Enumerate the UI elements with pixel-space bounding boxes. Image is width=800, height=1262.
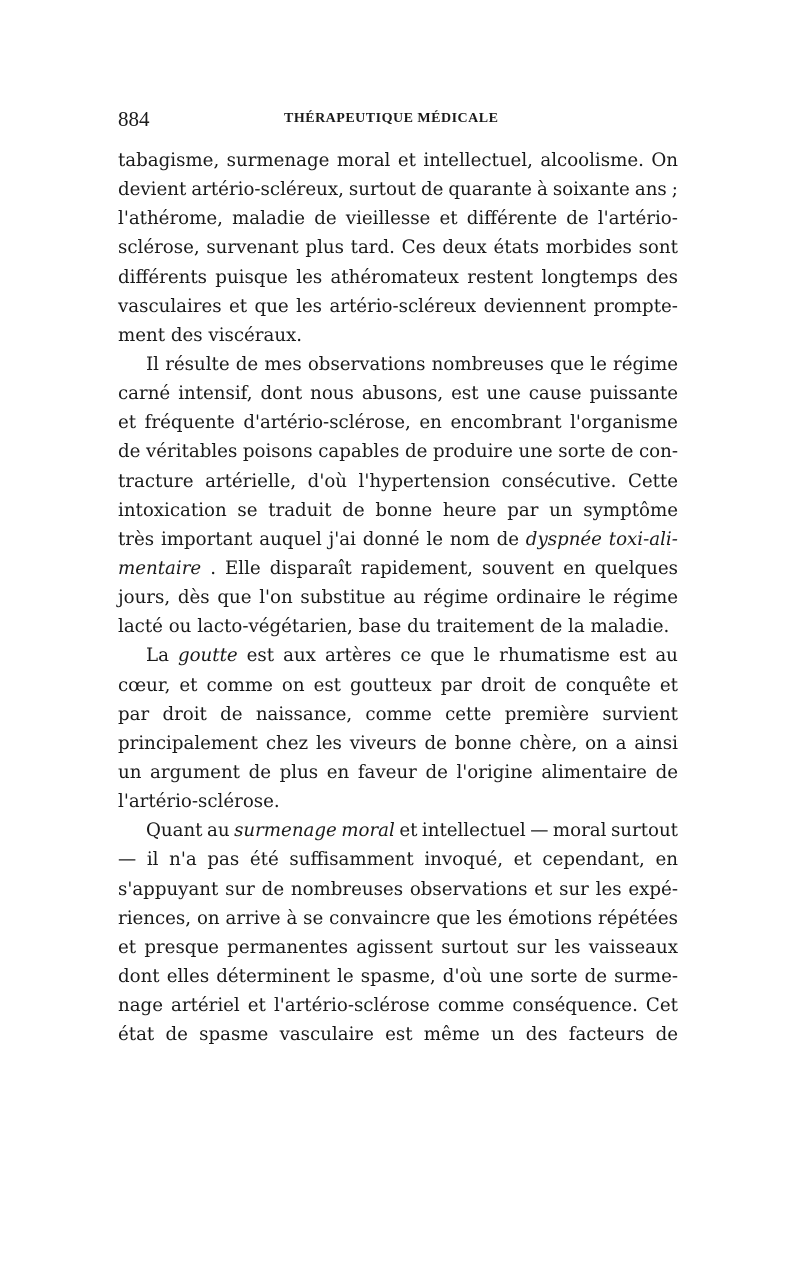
word: observations — [307, 353, 426, 375]
word: et — [118, 412, 137, 434]
word: une — [486, 383, 521, 405]
word: de — [566, 208, 589, 230]
word: soixante — [552, 179, 630, 201]
word: rapidement, — [360, 557, 473, 579]
word: est — [385, 1024, 413, 1046]
word: que — [217, 587, 252, 609]
word: différente — [466, 208, 558, 230]
text-line — [118, 408, 678, 437]
word: donné — [362, 528, 420, 550]
word: des — [525, 1024, 558, 1046]
word: au — [393, 587, 416, 609]
word: artério-scléreux, — [191, 179, 344, 201]
word: artérielle, — [205, 470, 297, 492]
word: comme — [365, 703, 432, 725]
word: riences, — [118, 907, 192, 929]
text-line — [118, 641, 678, 670]
word: tracture — [118, 470, 194, 492]
word: surtout — [610, 820, 678, 842]
word: symptôme — [583, 499, 678, 521]
word: suffisamment — [289, 849, 414, 871]
word: à — [536, 179, 548, 201]
word: on — [281, 674, 305, 696]
word: le — [473, 645, 491, 667]
word: dès — [177, 587, 210, 609]
word: l'artério-sclérose. — [118, 791, 280, 813]
word: nombreuses — [431, 353, 544, 375]
text-line — [118, 729, 678, 758]
text-line — [118, 758, 678, 787]
word: lacto-végétarien, — [197, 616, 353, 638]
word: La — [146, 645, 169, 667]
word: aux — [283, 645, 316, 667]
word: quelques — [594, 557, 678, 579]
word: sclérose, — [118, 237, 200, 259]
word: auquel — [259, 528, 322, 550]
word: goutteux — [350, 674, 432, 696]
word: est — [246, 645, 275, 667]
running-head — [118, 104, 674, 134]
word: morbides — [545, 237, 632, 259]
word: ou — [168, 616, 192, 638]
word: jours, — [118, 587, 171, 609]
word: de — [655, 761, 678, 783]
word: une — [518, 441, 553, 463]
word: puisque — [215, 266, 288, 288]
word: de — [610, 441, 634, 463]
word: encombrant — [450, 412, 562, 434]
word: traitement — [436, 616, 535, 638]
word: s'appuyant — [118, 878, 219, 900]
word: déterminent — [216, 965, 331, 987]
word: artério-scléreux — [329, 295, 477, 317]
word: nom — [449, 528, 490, 550]
text-line — [118, 437, 678, 466]
word: de — [235, 353, 259, 375]
word: plus — [279, 761, 319, 783]
word: de — [261, 878, 285, 900]
word: devient — [118, 179, 187, 201]
word: agissent — [356, 936, 433, 958]
word: surme- — [614, 965, 678, 987]
word: de — [420, 179, 444, 201]
text-line — [118, 933, 678, 962]
word: intoxication — [118, 499, 227, 521]
word: alcoolisme. — [540, 150, 644, 171]
word: puissante — [589, 383, 678, 405]
text-line — [118, 845, 678, 874]
word: l'hypertension — [358, 470, 491, 492]
word: a — [615, 732, 627, 754]
word: artères — [324, 645, 392, 667]
word: par — [507, 499, 539, 521]
word: Cette — [627, 470, 678, 492]
word: sur — [225, 878, 255, 900]
word: On — [651, 150, 678, 171]
word: bonne — [454, 732, 512, 754]
word: les — [476, 907, 503, 929]
word: alimentaire — [541, 761, 647, 783]
word: intellectuel, — [423, 150, 533, 171]
word: survenant — [206, 237, 299, 259]
word: moral — [336, 150, 391, 171]
word: au — [207, 820, 230, 842]
italic-word: moral — [341, 820, 395, 842]
word: la — [568, 616, 585, 638]
word: nage — [118, 995, 163, 1017]
word: chez — [265, 732, 309, 754]
word: traduit — [268, 499, 332, 521]
word: sont — [638, 237, 678, 259]
word: les — [554, 936, 581, 958]
word: se — [237, 499, 258, 521]
word: convaincre — [329, 907, 431, 929]
word: prompte- — [593, 295, 678, 317]
word: en — [655, 849, 678, 871]
word: l'organisme — [570, 412, 678, 434]
word: ainsi — [634, 732, 678, 754]
word: ans — [634, 179, 667, 201]
word: base — [358, 616, 402, 638]
text-line — [118, 904, 678, 933]
word: les — [595, 878, 622, 900]
word: conquête — [565, 674, 651, 696]
word: Ces — [401, 237, 436, 259]
text-line — [118, 321, 678, 350]
word: longtemps — [541, 266, 638, 288]
word: souvent — [481, 557, 555, 579]
word: comme — [206, 674, 273, 696]
word: véritables — [146, 441, 238, 463]
word: on — [196, 907, 220, 929]
word: et — [439, 208, 458, 230]
word: comme — [437, 995, 505, 1017]
word: tard. — [350, 237, 395, 259]
word: faveur — [357, 761, 417, 783]
text-line — [118, 204, 678, 233]
word: naissance, — [255, 703, 353, 725]
word: consécutive. — [501, 470, 617, 492]
text-line — [118, 146, 678, 175]
word: — — [530, 820, 549, 842]
word: d'artério-sclérose, — [243, 412, 411, 434]
word: droit — [162, 703, 207, 725]
word: carné — [118, 383, 171, 405]
word: régime — [613, 587, 678, 609]
word: en — [326, 761, 350, 783]
word: poisons — [242, 441, 313, 463]
word: et — [513, 849, 532, 871]
word: émotions — [507, 907, 593, 929]
text-line — [118, 379, 678, 408]
word: Il — [146, 353, 160, 375]
word: première — [504, 703, 590, 725]
word: j'ai — [328, 528, 356, 550]
word: une — [489, 965, 524, 987]
word: il — [146, 849, 159, 871]
word: Cet — [645, 995, 678, 1017]
text-line — [118, 292, 678, 321]
word: argument — [150, 761, 240, 783]
italic-word: toxi-ali- — [608, 528, 678, 550]
word: est — [451, 383, 479, 405]
word: de — [165, 1024, 188, 1046]
word: régime — [613, 353, 678, 375]
word: le — [588, 587, 606, 609]
word: se — [303, 907, 324, 929]
word: de — [534, 674, 557, 696]
word: spasme — [199, 1024, 269, 1046]
word: de — [118, 441, 141, 463]
word: le — [590, 353, 607, 375]
text-line — [118, 612, 678, 641]
word: facteurs — [568, 1024, 645, 1046]
text-line — [118, 233, 678, 262]
word: elles — [166, 965, 210, 987]
word: et — [659, 674, 678, 696]
text-line — [118, 816, 678, 845]
word: survient — [602, 703, 678, 725]
word: cause — [528, 383, 582, 405]
word: surtout — [441, 936, 509, 958]
text-line — [118, 1020, 678, 1049]
word: les — [315, 732, 342, 754]
italic-word: surmenage — [234, 820, 337, 842]
word: à — [286, 907, 298, 929]
word: heure — [442, 499, 497, 521]
word: on — [585, 732, 608, 754]
word: et — [534, 878, 553, 900]
word: substitue — [300, 587, 386, 609]
word: le — [337, 965, 354, 987]
word: du — [407, 616, 431, 638]
word: vaisseaux — [588, 936, 678, 958]
text-line — [118, 263, 678, 292]
text-line — [118, 787, 678, 816]
word: moral — [552, 820, 607, 842]
word: quarante — [448, 179, 532, 201]
word: de — [220, 703, 243, 725]
text-line — [118, 175, 678, 204]
word: les — [296, 295, 323, 317]
word: sur — [559, 878, 589, 900]
word: au — [655, 645, 678, 667]
word: invoqué, — [424, 849, 503, 871]
word: . — [210, 557, 216, 579]
word: cette — [445, 703, 492, 725]
word: été — [249, 849, 279, 871]
word: droit — [480, 674, 526, 696]
body-text — [118, 146, 678, 1049]
word: capables — [318, 441, 400, 463]
word: de — [496, 528, 519, 550]
word: de — [424, 732, 447, 754]
text-line — [118, 467, 678, 496]
word: spasme, — [360, 965, 436, 987]
word: dont — [260, 383, 303, 405]
word: — — [118, 849, 137, 871]
text-line — [118, 525, 678, 554]
word: ment — [118, 324, 166, 346]
word: mes — [264, 353, 302, 375]
word: vasculaires — [118, 295, 222, 317]
text-line — [118, 350, 678, 379]
running-title: THÉRAPEUTIQUE MÉDICALE — [284, 111, 499, 126]
word: dont — [118, 965, 160, 987]
word: en — [563, 557, 586, 579]
text-line — [118, 554, 678, 583]
word: vasculaire — [279, 1024, 374, 1046]
word: important — [160, 528, 253, 550]
word: de — [314, 208, 337, 230]
word: maladie — [232, 208, 306, 230]
word: de — [539, 616, 563, 638]
word: ; — [671, 179, 678, 201]
word: vieillesse — [345, 208, 431, 230]
word: restent — [467, 266, 534, 288]
word: que — [436, 907, 471, 929]
word: l'on — [259, 587, 293, 609]
word: surtout — [348, 179, 416, 201]
word: très — [118, 528, 155, 550]
word: par — [118, 703, 150, 725]
word: des — [646, 266, 678, 288]
word: intensif, — [178, 383, 253, 405]
word: maladie. — [590, 616, 670, 638]
word: que — [430, 645, 465, 667]
word: pas — [207, 849, 240, 871]
word: de — [584, 965, 608, 987]
word: de — [248, 761, 271, 783]
word: régime — [423, 587, 489, 609]
word: bonne — [375, 499, 433, 521]
text-line — [118, 991, 678, 1020]
word: sorte — [530, 965, 578, 987]
word: plus — [305, 237, 344, 259]
word: un — [549, 499, 573, 521]
word: est — [618, 645, 647, 667]
word: nous — [310, 383, 354, 405]
word: disparaît — [269, 557, 352, 579]
word: que — [254, 295, 289, 317]
word: et — [247, 995, 266, 1017]
word: Quant — [146, 820, 203, 842]
word: et — [118, 936, 137, 958]
word: des — [170, 324, 203, 346]
word: expé- — [628, 878, 678, 900]
text-line — [118, 496, 678, 525]
word: chère, — [519, 732, 578, 754]
word: viscéraux. — [208, 324, 303, 346]
word: les — [296, 266, 323, 288]
text-line — [118, 962, 678, 991]
word: et — [399, 820, 418, 842]
word: n'a — [169, 849, 197, 871]
word: ordinaire — [496, 587, 581, 609]
word: et — [397, 150, 416, 171]
word: un — [118, 761, 142, 783]
word: artériel — [171, 995, 240, 1017]
word: même — [423, 1024, 480, 1046]
word: un — [491, 1024, 515, 1046]
word: athéromateux — [330, 266, 459, 288]
word: rhumatisme — [499, 645, 610, 667]
word: con- — [638, 441, 678, 463]
word: en — [419, 412, 442, 434]
word: ce — [400, 645, 422, 667]
word: l'artério-sclérose — [273, 995, 430, 1017]
word: d'où — [442, 965, 483, 987]
word: fréquente — [144, 412, 235, 434]
word: Elle — [225, 557, 261, 579]
word: arrive — [225, 907, 281, 929]
word: observations — [409, 878, 528, 900]
word: et — [179, 674, 198, 696]
word: produire — [432, 441, 513, 463]
italic-word: dyspnée — [525, 528, 602, 550]
word: cœur, — [118, 674, 171, 696]
word: différents — [118, 266, 207, 288]
italic-word: mentaire — [118, 557, 202, 579]
word: de — [404, 441, 428, 463]
word: état — [118, 1024, 155, 1046]
word: et — [229, 295, 248, 317]
word: l'artério- — [597, 208, 678, 230]
word: surmenage — [226, 150, 330, 171]
word: de — [425, 761, 448, 783]
text-line — [118, 671, 678, 700]
word: presque — [144, 936, 219, 958]
word: de — [655, 1024, 678, 1046]
italic-word: goutte — [177, 645, 238, 667]
word: abusons, — [361, 383, 444, 405]
word: par — [440, 674, 472, 696]
word: est — [313, 674, 341, 696]
word: lacté — [118, 616, 163, 638]
word: l'origine — [456, 761, 533, 783]
word: résulte — [165, 353, 230, 375]
word: viveurs — [349, 732, 417, 754]
word: intellectuel — [421, 820, 526, 842]
word: que — [549, 353, 585, 375]
word: de — [342, 499, 365, 521]
text-line — [118, 583, 678, 612]
word: cependant, — [542, 849, 645, 871]
word: d'où — [307, 470, 347, 492]
word: l'athérome, — [118, 208, 223, 230]
word: répétées — [597, 907, 678, 929]
word: conséquence. — [512, 995, 638, 1017]
word: sorte — [558, 441, 606, 463]
page-number: 884 — [118, 107, 150, 131]
word: tabagisme, — [118, 150, 220, 171]
word: deviennent — [483, 295, 587, 317]
word: nombreuses — [290, 878, 404, 900]
word: le — [426, 528, 443, 550]
word: principalement — [118, 732, 258, 754]
word: états — [493, 237, 540, 259]
word: deux — [442, 237, 487, 259]
word: sur — [516, 936, 547, 958]
text-line — [118, 700, 678, 729]
word: permanentes — [227, 936, 348, 958]
text-line — [118, 875, 678, 904]
